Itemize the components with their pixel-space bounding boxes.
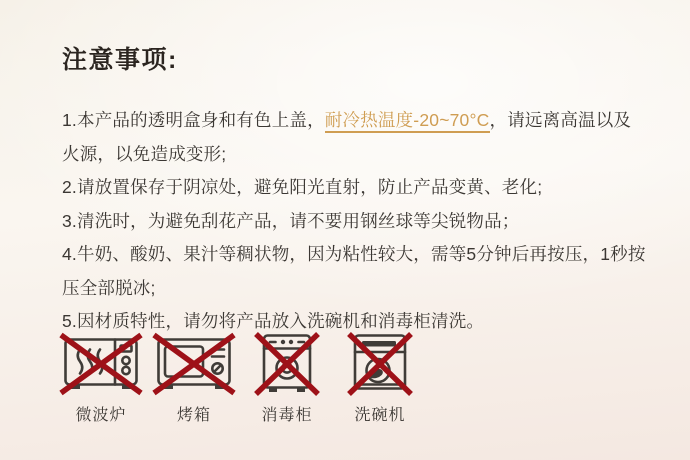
appliance-item-oven [151, 331, 237, 425]
prohibited-appliances-row [58, 331, 423, 425]
appliance-label-oven: 烤箱 [176, 407, 211, 424]
note-text: 4.牛奶、酸奶、果汁等稠状物，因为粘性较大，需等5分钟后再按压，1秒按 [62, 244, 646, 264]
appliance-icon-box [58, 331, 144, 397]
note-text: ，请远离高温以及 [489, 110, 632, 130]
note-text: 1.本产品的透明盒身和有色上盖， [62, 110, 325, 130]
appliance-label-dishwasher: 洗碗机 [354, 407, 406, 424]
note-line-1a [62, 104, 652, 138]
notes-list [62, 104, 652, 339]
note-text: 3.清洗时，为避免刮花产品，请不要用钢丝球等尖锐物品； [62, 210, 520, 231]
appliance-label-disinfection-cabinet: 消毒柜 [261, 407, 313, 424]
note-line-4b [62, 272, 652, 306]
appliance-item-dishwasher [337, 331, 423, 425]
appliance-item-disinfection-cabinet [244, 331, 330, 425]
note-text: 火源，以免造成变形; [62, 143, 227, 164]
note-text: 5.因材质特性，请勿将产品放入洗碗机和消毒柜清洗。 [62, 311, 485, 331]
disinfection-cabinet-icon [260, 333, 314, 395]
appliance-icon-box [337, 331, 423, 397]
note-text: 2.请放置保存于阴凉处，避免阳光直射，防止产品变黄、老化; [62, 177, 543, 197]
temperature-range-highlight: 耐冷热温度-20~70°C [325, 110, 490, 133]
microwave-icon [63, 337, 139, 391]
appliance-icon-box [151, 331, 237, 397]
note-line-3 [62, 205, 652, 239]
dishwasher-icon [352, 333, 408, 395]
appliance-icon-box [244, 331, 330, 397]
appliance-label-microwave: 微波炉 [75, 407, 127, 424]
note-line-4a [62, 238, 652, 272]
note-line-1b [62, 138, 652, 172]
appliance-item-microwave [58, 331, 144, 425]
oven-icon [156, 337, 232, 391]
note-line-2 [62, 171, 652, 205]
page-title: 注意事项: [62, 46, 178, 74]
note-text: 压全部脱冰; [62, 277, 156, 298]
